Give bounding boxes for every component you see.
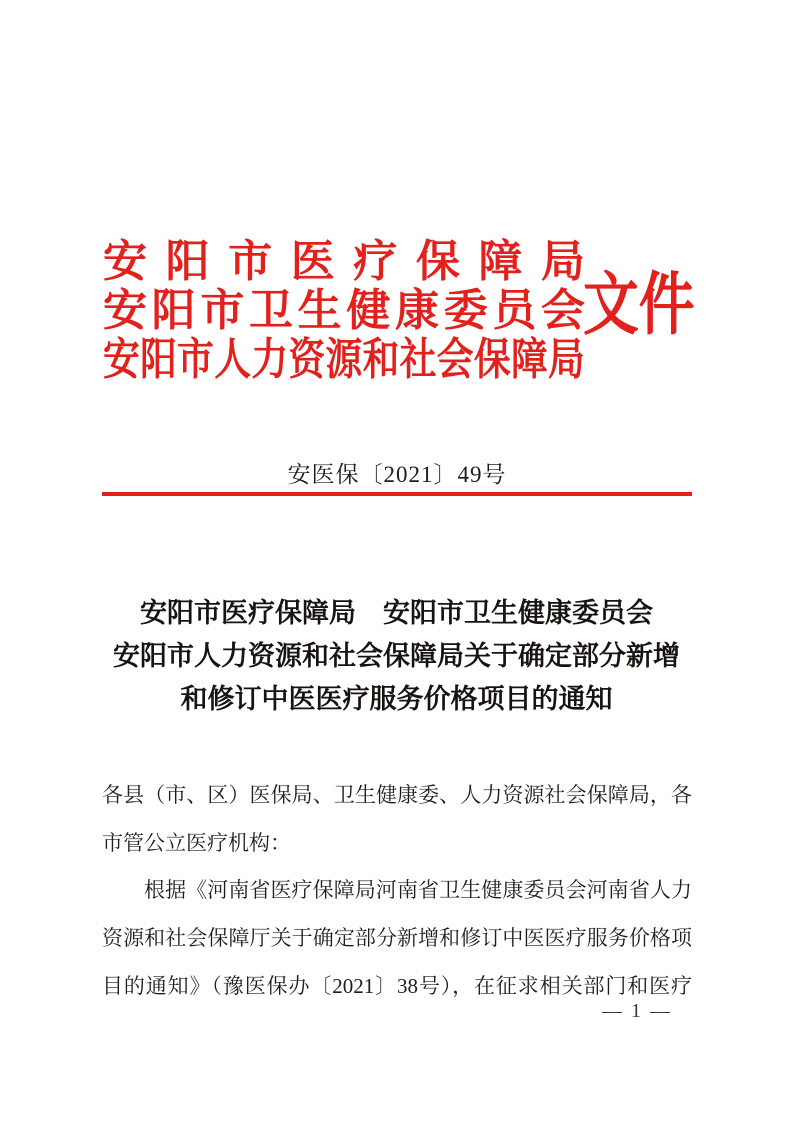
page-number: — 1 — [602, 1000, 672, 1022]
agency-name-line-2: 安阳市卫生健康委员会 [103, 286, 585, 335]
document-type-label: 文件 [583, 267, 695, 343]
body-line-paragraph-1: 根据《河南省医疗保障局河南省卫生健康委员会河南省人力 [144, 878, 692, 903]
body-line-recipients-2: 市管公立医疗机构： [102, 830, 291, 855]
red-divider-line [102, 492, 692, 496]
document-number: 安医保〔2021〕49号 [287, 462, 507, 487]
agency-name-line-3: 安阳市人力资源和社会保障局 [103, 335, 585, 384]
body-line-paragraph-2: 资源和社会保障厅关于确定部分新增和修订中医医疗服务价格项 [102, 926, 692, 951]
letterhead-agency-block [103, 237, 585, 384]
body-line-paragraph-3: 目的通知》（豫医保办〔2021〕38号），在征求相关部门和医疗 [102, 973, 692, 998]
document-title-line-1: 安阳市医疗保障局 安阳市卫生健康委员会 [140, 598, 653, 628]
body-line-recipients-1: 各县（市、区）医保局、卫生健康委、人力资源社会保障局，各 [102, 783, 692, 807]
document-title [50, 592, 743, 721]
agency-name-line-1: 安阳市医疗保障局 [103, 237, 585, 286]
document-title-line-3: 和修订中医医疗服务价格项目的通知 [180, 684, 613, 714]
document-title-line-2: 安阳市人力资源和社会保障局关于确定部分新增 [113, 641, 680, 671]
document-body [102, 772, 692, 1011]
